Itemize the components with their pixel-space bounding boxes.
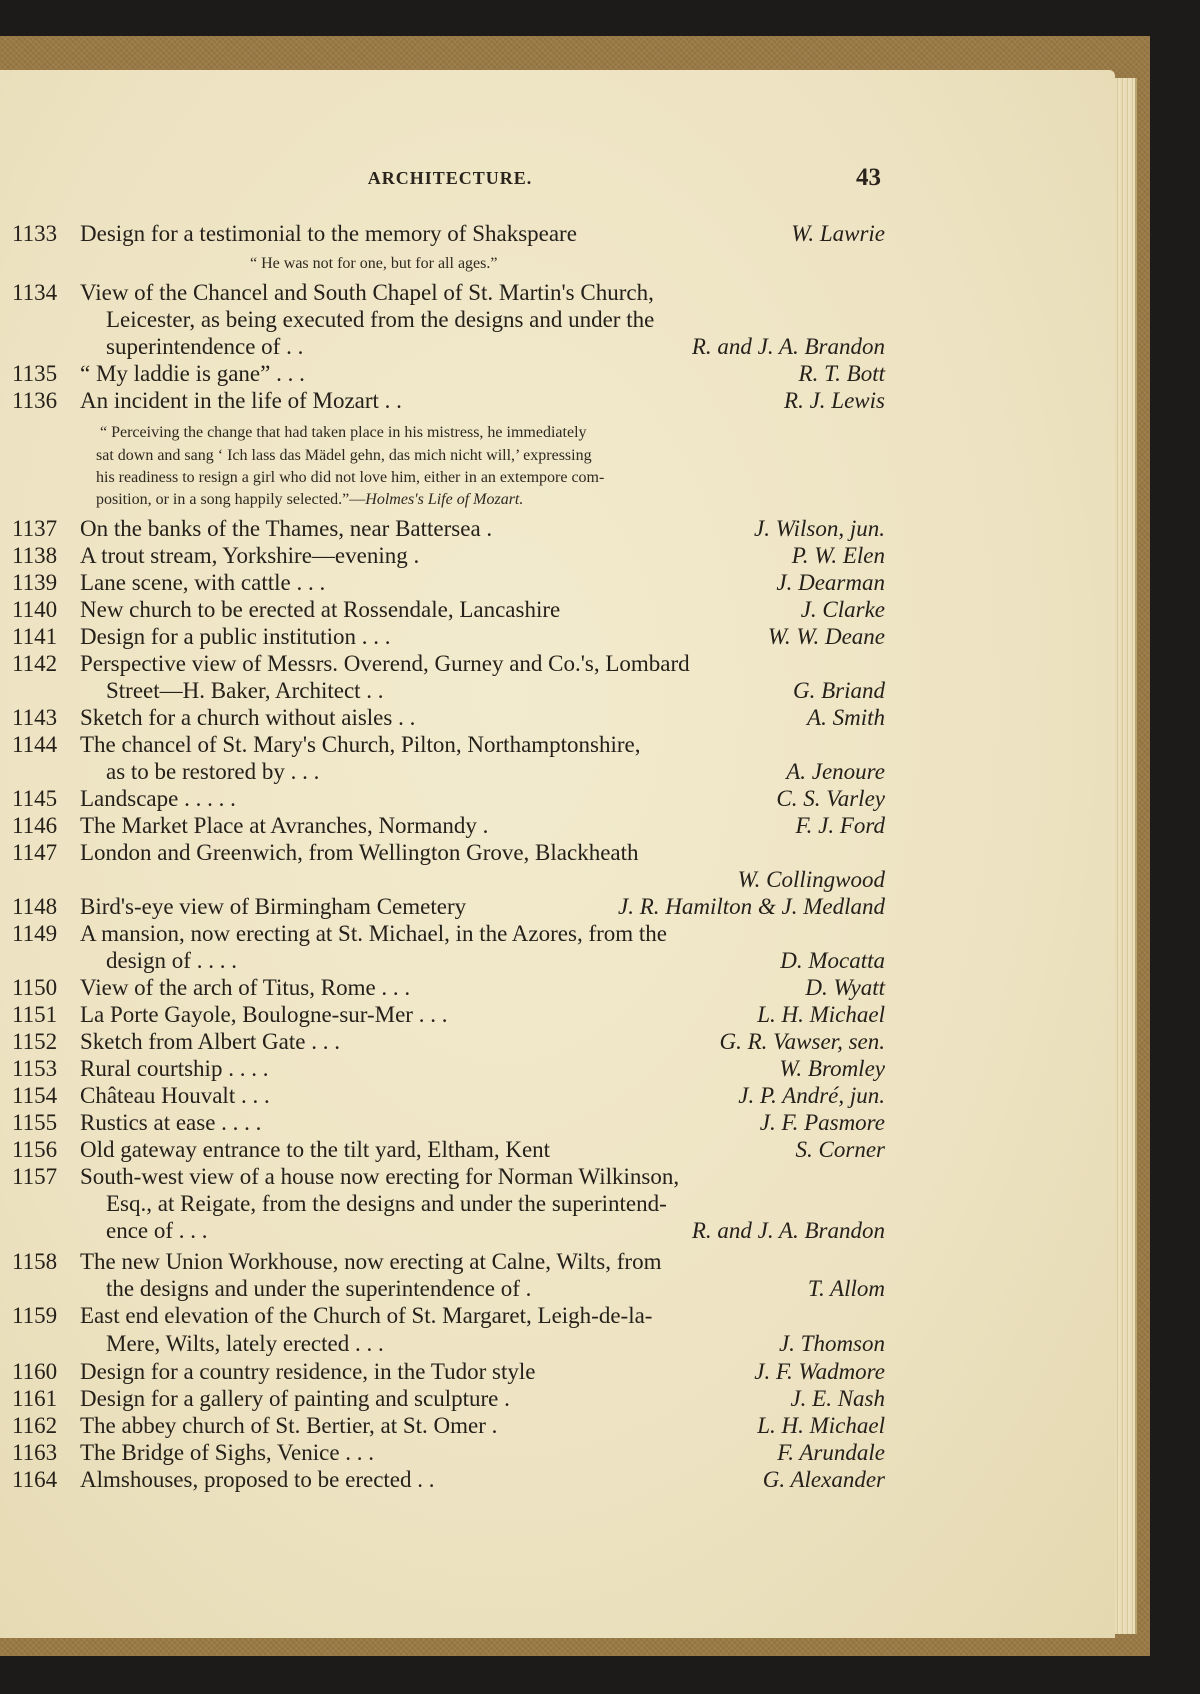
entry-title: East end elevation of the Church of St. Margaret, Leigh-de-la-: [80, 1303, 653, 1328]
catalogue-entry: [0, 387, 900, 414]
entry-number: 1148: [12, 894, 58, 919]
entry-title: Design for a country residence, in the Tudor style: [80, 1359, 536, 1384]
entry-number: 1133: [12, 221, 58, 246]
entry-title: Rustics at ease . . . .: [80, 1110, 262, 1135]
entry-continuation: [0, 758, 900, 785]
entry-artist: R. J. Lewis: [784, 388, 885, 413]
catalogue-entry: [0, 1439, 900, 1466]
catalogue-entry: [0, 785, 900, 812]
entry-artist: J. R. Hamilton & J. Medland: [617, 894, 885, 919]
catalogue-entry: [0, 839, 900, 866]
entry-title: The Market Place at Avranches, Normandy .: [80, 813, 489, 838]
entry-title: Perspective view of Messrs. Overend, Gurney and Co.'s, Lombard: [80, 651, 690, 676]
entry-title-continued: Street—H. Baker, Architect . .: [106, 678, 384, 703]
entry-title: Rural courtship . . . .: [80, 1056, 269, 1081]
catalogue-entry: [0, 1055, 900, 1082]
entry-title: The Bridge of Sighs, Venice . . .: [80, 1440, 375, 1465]
page-number: 43: [856, 164, 881, 191]
entry-title: La Porte Gayole, Boulogne-sur-Mer . . .: [80, 1002, 448, 1027]
entry-continuation: [0, 333, 900, 360]
entry-title: An incident in the life of Mozart . .: [80, 388, 402, 413]
entry-title: Landscape . . . . .: [80, 786, 236, 811]
entry-quote: “ He was not for one, but for all ages.”: [250, 255, 498, 272]
entry-number: 1155: [12, 1110, 58, 1135]
entry-title: Sketch for a church without aisles . .: [80, 705, 416, 730]
entry-number: 1161: [12, 1386, 58, 1411]
entry-title: Old gateway entrance to the tilt yard, Eltham, Kent: [80, 1137, 551, 1162]
entry-title: New church to be erected at Rossendale, Lancashire: [80, 597, 561, 622]
entry-title: Château Houvalt . . .: [80, 1083, 270, 1108]
catalogue-entry: [0, 220, 900, 247]
entry-continuation: [0, 947, 900, 974]
entry-artist: D. Mocatta: [780, 948, 885, 973]
entry-quote: [96, 490, 523, 510]
entry-artist: J. F. Wadmore: [754, 1359, 885, 1384]
entry-artist: R. T. Bott: [798, 361, 885, 386]
entry-artist: S. Corner: [795, 1137, 885, 1162]
entry-artist: J. Thomson: [778, 1331, 885, 1356]
entry-artist: J. Clarke: [800, 597, 885, 622]
entry-number: 1159: [12, 1303, 58, 1328]
entry-artist: G. Briand: [793, 678, 885, 703]
entry-title: Sketch from Albert Gate . . .: [80, 1029, 340, 1054]
entry-number: 1158: [12, 1249, 58, 1274]
entry-artist: J. P. André, jun.: [738, 1083, 885, 1108]
entry-artist: J. Wilson, jun.: [754, 516, 885, 541]
entry-number: 1150: [12, 975, 58, 1000]
entry-title: View of the Chancel and South Chapel of St. Martin's Church,: [80, 280, 654, 305]
entry-title-continued: design of . . . .: [106, 948, 237, 973]
entry-artist: R. and J. A. Brandon: [691, 1218, 885, 1243]
entry-number: 1135: [12, 361, 58, 386]
entry-title: The abbey church of St. Bertier, at St. Omer .: [80, 1413, 498, 1438]
entry-title: Bird's-eye view of Birmingham Cemetery: [80, 894, 467, 919]
entry-artist: A. Jenoure: [786, 759, 885, 784]
catalogue-entry: [0, 1028, 900, 1055]
entry-artist: J. E. Nash: [790, 1386, 885, 1411]
entry-title-continued: the designs and under the superintendence of .: [106, 1276, 532, 1301]
catalogue-entry: [0, 596, 900, 623]
catalogue-entry: [0, 569, 900, 596]
entry-title: Design for a testimonial to the memory of Shakspeare: [80, 221, 577, 246]
entry-artist: F. J. Ford: [795, 813, 885, 838]
entry-title: Design for a gallery of painting and sculpture .: [80, 1386, 510, 1411]
entry-number: 1151: [12, 1002, 58, 1027]
entry-number: 1160: [12, 1359, 58, 1384]
catalogue-entry: [0, 974, 900, 1001]
entry-quote-text: position, or in a song happily selected.”—: [96, 491, 366, 508]
catalogue-entry: [0, 920, 900, 947]
catalogue-entry: [0, 542, 900, 569]
entry-artist: G. Alexander: [762, 1467, 885, 1492]
entry-number: 1134: [12, 280, 58, 305]
entry-title: On the banks of the Thames, near Battersea .: [80, 516, 493, 541]
entry-quote: sat down and sang ‘ Ich lass das Mädel gehn, das mich nicht will,’ expressing: [96, 447, 592, 464]
entry-number: 1163: [12, 1440, 58, 1465]
catalogue-entry: [0, 1001, 900, 1028]
catalogue-entry: [0, 360, 900, 387]
entry-title: A trout stream, Yorkshire—evening .: [80, 543, 420, 568]
entry-number: 1164: [12, 1467, 58, 1492]
entry-title: Lane scene, with cattle . . .: [80, 570, 326, 595]
entry-title: View of the arch of Titus, Rome . . .: [80, 975, 411, 1000]
entry-number: 1162: [12, 1413, 58, 1438]
entry-continuation: [0, 677, 900, 704]
catalogue-entry: [0, 1466, 900, 1493]
catalogue-entry: [0, 1412, 900, 1439]
entry-artist: W. W. Deane: [767, 624, 885, 649]
catalogue-entry: [0, 893, 900, 920]
catalogue-entry: [0, 1163, 900, 1190]
entry-artist: J. Dearman: [776, 570, 885, 595]
entry-number: 1149: [12, 921, 58, 946]
entry-number: 1136: [12, 388, 58, 413]
entry-continuation: [0, 1190, 900, 1217]
entry-number: 1157: [12, 1164, 58, 1189]
entry-number: 1146: [12, 813, 58, 838]
entry-title: London and Greenwich, from Wellington Grove, Blackheath: [80, 840, 639, 865]
entry-number: 1156: [12, 1137, 58, 1162]
entry-continuation: [0, 1275, 900, 1302]
entry-artist: A. Smith: [807, 705, 885, 730]
catalogue-entry: [0, 1109, 900, 1136]
entry-number: 1138: [12, 543, 58, 568]
entry-title: The new Union Workhouse, now erecting at Calne, Wilts, from: [80, 1249, 662, 1274]
entry-quote: “ Perceiving the change that had taken place in his mistress, he immediately: [100, 424, 587, 441]
entry-title-continued: Mere, Wilts, lately erected . . .: [106, 1331, 384, 1356]
entry-title: South-west view of a house now erecting for Norman Wilkinson,: [80, 1164, 680, 1189]
catalogue-entry: [0, 1358, 900, 1385]
catalogue-entry: [0, 704, 900, 731]
catalogue-entry: [0, 1385, 900, 1412]
entry-number: 1152: [12, 1029, 58, 1054]
entry-quote-source: Holmes's Life of Mozart.: [365, 491, 524, 508]
entry-artist: T. Allom: [807, 1276, 885, 1301]
catalogue-entry: [0, 1248, 900, 1275]
entry-title-continued: Leicester, as being executed from the designs and under the: [106, 307, 655, 332]
entry-number: 1140: [12, 597, 58, 622]
catalogue-entry: [0, 1302, 900, 1329]
catalogue-entry: [0, 650, 900, 677]
entry-number: 1154: [12, 1083, 58, 1108]
entry-number: 1137: [12, 516, 58, 541]
entry-title: The chancel of St. Mary's Church, Pilton, Northamptonshire,: [80, 732, 641, 757]
entry-title-continued: superintendence of . .: [106, 334, 304, 359]
catalogue-entry: [0, 1082, 900, 1109]
entry-artist: J. F. Pasmore: [759, 1110, 885, 1135]
entry-artist: G. R. Vawser, sen.: [719, 1029, 885, 1054]
entry-number: 1153: [12, 1056, 58, 1081]
entry-title: A mansion, now erecting at St. Michael, in the Azores, from the: [80, 921, 668, 946]
entry-title: Design for a public institution . . .: [80, 624, 391, 649]
catalogue-entry: [0, 623, 900, 650]
entry-artist: L. H. Michael: [757, 1002, 885, 1027]
entry-number: 1143: [12, 705, 58, 730]
entry-title-continued: Esq., at Reigate, from the designs and under the superintend-: [106, 1191, 667, 1216]
entry-title-continued: as to be restored by . . .: [106, 759, 320, 784]
catalogue-entry: [0, 1136, 900, 1163]
entry-artist: W. Collingwood: [737, 867, 885, 892]
catalogue-entry: [0, 279, 900, 306]
entry-number: 1145: [12, 786, 58, 811]
entry-artist: D. Wyatt: [805, 975, 885, 1000]
entry-artist: W. Bromley: [779, 1056, 885, 1081]
entry-artist: R. and J. A. Brandon: [691, 334, 885, 359]
entry-number: 1141: [12, 624, 58, 649]
entry-number: 1139: [12, 570, 58, 595]
entry-number: 1144: [12, 732, 58, 757]
entry-artist: P. W. Elen: [791, 543, 885, 568]
entry-artist: F. Arundale: [777, 1440, 885, 1465]
entry-title-continued: ence of . . .: [106, 1218, 208, 1243]
entry-continuation: [0, 1330, 900, 1357]
catalogue-entry: [0, 731, 900, 758]
page-running-head: ARCHITECTURE.: [367, 168, 533, 188]
entry-artist: W. Lawrie: [791, 221, 885, 246]
catalogue-entry: [0, 812, 900, 839]
catalogue-entry: [0, 515, 900, 542]
entry-number: 1147: [12, 840, 58, 865]
entry-continuation: [0, 306, 900, 333]
entry-artist: C. S. Varley: [776, 786, 885, 811]
entry-number: 1142: [12, 651, 58, 676]
entry-continuation: [0, 866, 900, 893]
entry-continuation: [0, 1217, 900, 1244]
entry-quote: his readiness to resign a girl who did not love him, either in an extempore com-: [96, 469, 605, 486]
entry-title: “ My laddie is gane” . . .: [80, 361, 305, 386]
entry-title: Almshouses, proposed to be erected . .: [80, 1467, 435, 1492]
entry-artist: L. H. Michael: [757, 1413, 885, 1438]
